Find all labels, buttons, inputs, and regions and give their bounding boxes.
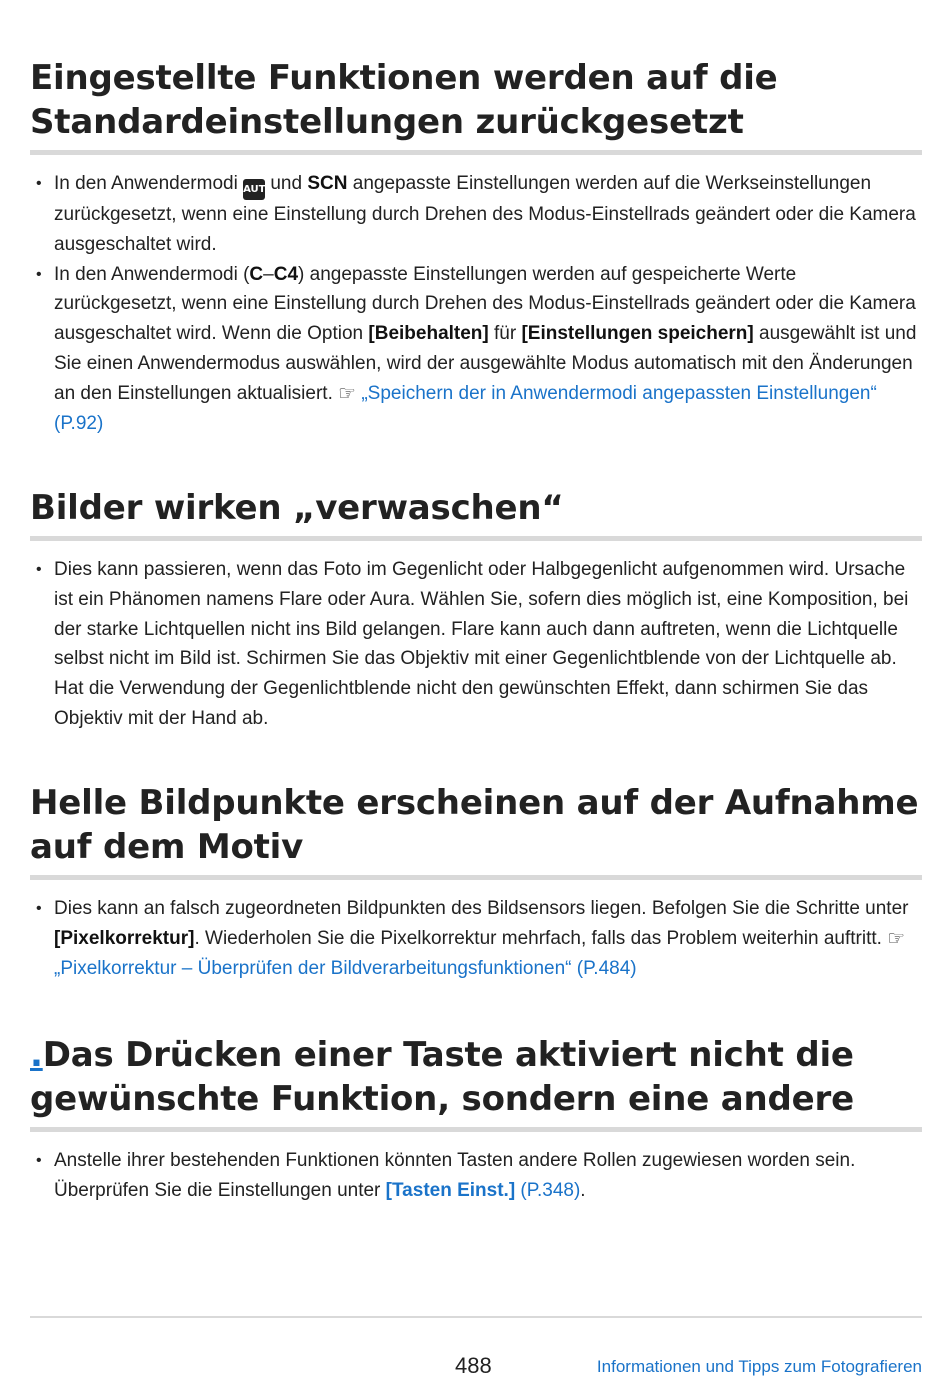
bullet-icon: • bbox=[36, 900, 42, 917]
bullet-icon: • bbox=[36, 175, 42, 192]
section-heading: Eingestellte Funktionen werden auf die Standardeinstellungen zurückgesetzt bbox=[30, 58, 778, 142]
bullet-list bbox=[30, 894, 922, 983]
heading-divider bbox=[30, 536, 922, 541]
list-item: • Dies kann an falsch zugeordneten Bildpunkten des Bildsensors liegen. Befolgen Sie die Schritte unter [Pixelkorrektur]. Wiederholen Sie die Pixelkorrektur mehrfach, falls das Problem weiterhin auftritt. ☞ „Pixelkorrektur – Überprüfen der Bildverarbeitungsfunktionen“ (P.484) bbox=[30, 894, 922, 983]
bullet-icon: • bbox=[36, 1152, 42, 1169]
bullet-icon: • bbox=[36, 561, 42, 578]
heading-divider bbox=[30, 1127, 922, 1132]
list-item: • Anstelle ihrer bestehenden Funktionen könnten Tasten andere Rollen zugewiesen worden sein. Überprüfen Sie die Einstellungen unter [Tasten Einst.] (P.348). bbox=[30, 1146, 922, 1206]
section-settings-reset bbox=[30, 56, 922, 438]
page-number: 488 bbox=[455, 1353, 492, 1378]
section-washed-out-images bbox=[30, 486, 922, 734]
list-item: • In den Anwendermodi AUTO und SCN angepasste Einstellungen werden auf die Werkseinstellungen zurückgesetzt, wenn eine Einstellung durch Drehen des Modus-Einstellrads geändert oder die Kamera ausgeschaltet wird. bbox=[30, 169, 922, 260]
list-item: • In den Anwendermodi (C–C4) angepasste Einstellungen werden auf gespeicherte Werte zurückgesetzt, wenn eine Einstellung durch Drehen des Modus-Einstellrads geändert oder die Kamera ausgeschaltet wird. Wenn die Option [Beibehalten] für [Einstellungen speichern] ausgewählt ist und Sie einen Anwendermodus auswählen, wird der ausgewählte Modus automatisch mit den Änderungen an den Einstellungen aktualisiert. ☞ „Speichern der in Anwendermodi angepassten Einstellungen“ (P.92) bbox=[30, 260, 922, 439]
reference-icon: ☞ bbox=[887, 925, 906, 950]
reference-icon: ☞ bbox=[338, 380, 357, 405]
section-bright-pixels bbox=[30, 781, 922, 983]
section-heading: Bilder wirken „verwaschen“ bbox=[30, 488, 564, 528]
heading-divider bbox=[30, 150, 922, 155]
section-heading: Helle Bildpunkte erscheinen auf der Aufnahme auf dem Motiv bbox=[30, 783, 919, 867]
footer-divider bbox=[30, 1316, 922, 1318]
option-keep: [Beibehalten] bbox=[368, 323, 489, 345]
section-wrong-button-function bbox=[30, 1033, 922, 1206]
bullet-list bbox=[30, 1146, 922, 1206]
option-save-settings: [Einstellungen speichern] bbox=[521, 323, 754, 345]
auto-mode-icon: AUTO bbox=[243, 179, 265, 200]
bullet-icon: • bbox=[36, 265, 42, 283]
scn-mode-label: SCN bbox=[307, 173, 348, 194]
list-item: • Dies kann passieren, wenn das Foto im Gegenlicht oder Halbgegenlicht aufgenommen wird. Ursache ist ein Phänomen namens Flare oder Aura. Wählen Sie, sofern dies möglich ist, eine Komposition, bei der starke Lichtquellen nicht ins Bild gelangen. Flare kann auch dann auftreten, wenn die Lichtquelle selbst nicht im Bild ist. Schirmen Sie das Objektiv mit einer Gegenlichtblende von der Lichtquelle ab. Hat die Verwendung der Gegenlichtblende nicht den gewünschten Effekt, dann schirmen Sie das Objektiv mit der Hand ab. bbox=[30, 555, 922, 734]
button-settings-link[interactable]: [Tasten Einst.] (P.348) bbox=[385, 1179, 581, 1201]
bullet-list bbox=[30, 555, 922, 734]
anchor-dot-link[interactable]: . bbox=[30, 1035, 43, 1075]
cross-reference-link[interactable]: „Speichern der in Anwendermodi angepassten Einstellungen“ (P.92) bbox=[54, 382, 877, 434]
bullet-list bbox=[30, 169, 922, 438]
section-heading: .Das Drücken einer Taste aktiviert nicht die gewünschte Funktion, sondern eine andere bbox=[30, 1035, 854, 1119]
option-pixel-correction: [Pixelkorrektur] bbox=[54, 927, 195, 949]
heading-divider bbox=[30, 875, 922, 880]
cross-reference-link[interactable]: „Pixelkorrektur – Überprüfen der Bildverarbeitungsfunktionen“ (P.484) bbox=[54, 957, 637, 979]
chapter-title-link[interactable]: Informationen und Tipps zum Fotografieren bbox=[596, 1357, 922, 1376]
